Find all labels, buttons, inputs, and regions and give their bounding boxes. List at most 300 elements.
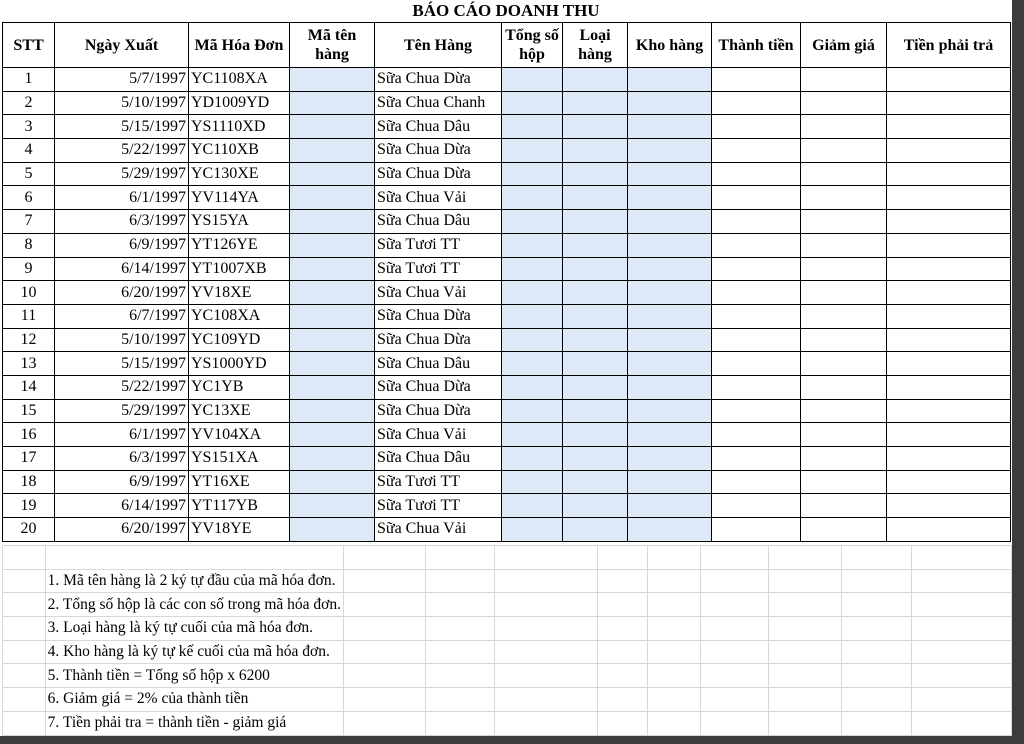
cell-ngay-xuat[interactable]: 6/14/1997 (55, 494, 189, 518)
empty-cell[interactable] (841, 569, 911, 593)
cell-ngay-xuat[interactable]: 5/15/1997 (55, 115, 189, 139)
cell-tong-so-hop[interactable] (502, 162, 563, 186)
cell-loai-hang[interactable] (563, 304, 628, 328)
empty-cell[interactable] (3, 664, 46, 688)
cell-ten-hang[interactable]: Sữa Tươi TT (375, 233, 502, 257)
empty-cell[interactable] (597, 569, 647, 593)
cell-stt[interactable]: 1 (3, 68, 55, 92)
empty-cell[interactable] (3, 640, 46, 664)
cell-thanh-tien[interactable] (712, 210, 801, 234)
cell-giam-gia[interactable] (801, 115, 887, 139)
cell-ten-hang[interactable]: Sữa Chua Dừa (375, 68, 502, 92)
empty-cell[interactable] (841, 711, 911, 735)
cell-loai-hang[interactable] (563, 399, 628, 423)
cell-ten-hang[interactable]: Sữa Chua Vải (375, 518, 502, 542)
empty-cell[interactable] (700, 640, 768, 664)
cell-tien-phai-tra[interactable] (887, 68, 1011, 92)
cell-ngay-xuat[interactable]: 5/15/1997 (55, 352, 189, 376)
cell-tien-phai-tra[interactable] (887, 257, 1011, 281)
cell-stt[interactable]: 11 (3, 304, 55, 328)
cell-ngay-xuat[interactable]: 6/20/1997 (55, 518, 189, 542)
cell-ma-hoa-don[interactable]: YC1YB (189, 375, 290, 399)
empty-cell[interactable] (495, 569, 598, 593)
cell-tong-so-hop[interactable] (502, 494, 563, 518)
cell-tong-so-hop[interactable] (502, 186, 563, 210)
cell-stt[interactable]: 12 (3, 328, 55, 352)
cell-kho-hang[interactable] (628, 518, 712, 542)
cell-tong-so-hop[interactable] (502, 68, 563, 92)
cell-stt[interactable]: 4 (3, 139, 55, 163)
cell-thanh-tien[interactable] (712, 186, 801, 210)
empty-cell[interactable] (769, 711, 841, 735)
cell-stt[interactable]: 13 (3, 352, 55, 376)
note-cell[interactable] (45, 640, 343, 664)
cell-kho-hang[interactable] (628, 423, 712, 447)
cell-tong-so-hop[interactable] (502, 115, 563, 139)
cell-loai-hang[interactable] (563, 423, 628, 447)
cell-tien-phai-tra[interactable] (887, 518, 1011, 542)
empty-cell[interactable] (647, 688, 700, 712)
cell-giam-gia[interactable] (801, 494, 887, 518)
empty-cell[interactable] (343, 569, 425, 593)
header-thanh-tien[interactable]: Thành tiền (712, 23, 801, 68)
empty-cell[interactable] (343, 546, 425, 570)
empty-cell[interactable] (597, 711, 647, 735)
cell-loai-hang[interactable] (563, 352, 628, 376)
cell-ma-ten-hang[interactable] (290, 423, 375, 447)
cell-ma-hoa-don[interactable]: YV104XA (189, 423, 290, 447)
empty-cell[interactable] (647, 664, 700, 688)
empty-cell[interactable] (597, 640, 647, 664)
cell-giam-gia[interactable] (801, 447, 887, 471)
cell-ngay-xuat[interactable]: 5/10/1997 (55, 328, 189, 352)
header-stt[interactable]: STT (3, 23, 55, 68)
cell-ma-hoa-don[interactable]: YS1000YD (189, 352, 290, 376)
empty-cell[interactable] (597, 617, 647, 641)
cell-tien-phai-tra[interactable] (887, 210, 1011, 234)
cell-stt[interactable]: 18 (3, 470, 55, 494)
empty-cell[interactable] (911, 593, 1012, 617)
cell-thanh-tien[interactable] (712, 139, 801, 163)
cell-ngay-xuat[interactable]: 5/29/1997 (55, 399, 189, 423)
cell-giam-gia[interactable] (801, 518, 887, 542)
cell-thanh-tien[interactable] (712, 233, 801, 257)
cell-ma-hoa-don[interactable]: YS151XA (189, 447, 290, 471)
cell-ten-hang[interactable]: Sữa Chua Dâu (375, 115, 502, 139)
empty-cell[interactable] (425, 688, 494, 712)
cell-thanh-tien[interactable] (712, 518, 801, 542)
cell-ma-hoa-don[interactable]: YV114YA (189, 186, 290, 210)
cell-ma-ten-hang[interactable] (290, 233, 375, 257)
empty-cell[interactable] (841, 664, 911, 688)
cell-ngay-xuat[interactable]: 5/7/1997 (55, 68, 189, 92)
header-ma-hoa-don[interactable]: Mã Hóa Đơn (189, 23, 290, 68)
cell-kho-hang[interactable] (628, 328, 712, 352)
empty-cell[interactable] (700, 711, 768, 735)
cell-tien-phai-tra[interactable] (887, 423, 1011, 447)
cell-ma-ten-hang[interactable] (290, 91, 375, 115)
cell-loai-hang[interactable] (563, 68, 628, 92)
empty-cell[interactable] (343, 640, 425, 664)
empty-cell[interactable] (3, 688, 46, 712)
cell-stt[interactable]: 7 (3, 210, 55, 234)
cell-kho-hang[interactable] (628, 139, 712, 163)
cell-giam-gia[interactable] (801, 328, 887, 352)
cell-ma-hoa-don[interactable]: YV18XE (189, 281, 290, 305)
cell-ma-hoa-don[interactable]: YS15YA (189, 210, 290, 234)
empty-cell[interactable] (597, 664, 647, 688)
cell-kho-hang[interactable] (628, 162, 712, 186)
cell-ma-hoa-don[interactable]: YC109YD (189, 328, 290, 352)
empty-cell[interactable] (495, 593, 598, 617)
cell-ma-ten-hang[interactable] (290, 186, 375, 210)
cell-kho-hang[interactable] (628, 210, 712, 234)
header-loai-hang[interactable]: Loại hàng (563, 23, 628, 68)
cell-kho-hang[interactable] (628, 91, 712, 115)
cell-tien-phai-tra[interactable] (887, 162, 1011, 186)
cell-ngay-xuat[interactable]: 5/22/1997 (55, 139, 189, 163)
empty-cell[interactable] (597, 546, 647, 570)
header-tong-so-hop[interactable]: Tổng số hộp (502, 23, 563, 68)
empty-cell[interactable] (911, 688, 1012, 712)
cell-ngay-xuat[interactable]: 6/7/1997 (55, 304, 189, 328)
empty-cell[interactable] (597, 593, 647, 617)
cell-giam-gia[interactable] (801, 162, 887, 186)
empty-cell[interactable] (425, 640, 494, 664)
empty-cell[interactable] (495, 664, 598, 688)
cell-loai-hang[interactable] (563, 494, 628, 518)
cell-giam-gia[interactable] (801, 423, 887, 447)
cell-loai-hang[interactable] (563, 518, 628, 542)
cell-stt[interactable]: 15 (3, 399, 55, 423)
cell-thanh-tien[interactable] (712, 447, 801, 471)
cell-thanh-tien[interactable] (712, 68, 801, 92)
cell-giam-gia[interactable] (801, 352, 887, 376)
cell-ten-hang[interactable]: Sữa Chua Dâu (375, 352, 502, 376)
cell-tong-so-hop[interactable] (502, 304, 563, 328)
cell-loai-hang[interactable] (563, 447, 628, 471)
cell-tien-phai-tra[interactable] (887, 91, 1011, 115)
cell-ten-hang[interactable]: Sữa Chua Dừa (375, 304, 502, 328)
empty-cell[interactable] (343, 688, 425, 712)
cell-ngay-xuat[interactable]: 6/1/1997 (55, 423, 189, 447)
cell-ten-hang[interactable]: Sữa Tươi TT (375, 494, 502, 518)
header-giam-gia[interactable]: Giảm giá (801, 23, 887, 68)
cell-thanh-tien[interactable] (712, 304, 801, 328)
report-title[interactable]: BÁO CÁO DOANH THU (412, 1, 600, 20)
empty-cell[interactable] (841, 688, 911, 712)
cell-tong-so-hop[interactable] (502, 518, 563, 542)
cell-tien-phai-tra[interactable] (887, 447, 1011, 471)
cell-ngay-xuat[interactable]: 6/9/1997 (55, 470, 189, 494)
cell-ten-hang[interactable]: Sữa Chua Vải (375, 186, 502, 210)
cell-tien-phai-tra[interactable] (887, 233, 1011, 257)
cell-ngay-xuat[interactable]: 5/10/1997 (55, 91, 189, 115)
empty-cell[interactable] (425, 711, 494, 735)
cell-tong-so-hop[interactable] (502, 257, 563, 281)
cell-ngay-xuat[interactable]: 5/22/1997 (55, 375, 189, 399)
empty-cell[interactable] (343, 711, 425, 735)
cell-giam-gia[interactable] (801, 304, 887, 328)
cell-stt[interactable]: 17 (3, 447, 55, 471)
cell-thanh-tien[interactable] (712, 328, 801, 352)
empty-cell[interactable] (425, 569, 494, 593)
cell-ten-hang[interactable]: Sữa Chua Vải (375, 423, 502, 447)
cell-giam-gia[interactable] (801, 470, 887, 494)
cell-stt[interactable]: 10 (3, 281, 55, 305)
cell-tong-so-hop[interactable] (502, 139, 563, 163)
cell-loai-hang[interactable] (563, 233, 628, 257)
cell-tien-phai-tra[interactable] (887, 281, 1011, 305)
cell-ten-hang[interactable]: Sữa Chua Chanh (375, 91, 502, 115)
cell-tong-so-hop[interactable] (502, 210, 563, 234)
empty-cell[interactable] (769, 688, 841, 712)
cell-tien-phai-tra[interactable] (887, 328, 1011, 352)
empty-cell[interactable] (597, 688, 647, 712)
cell-tong-so-hop[interactable] (502, 328, 563, 352)
empty-cell[interactable] (647, 640, 700, 664)
cell-stt[interactable]: 20 (3, 518, 55, 542)
cell-tong-so-hop[interactable] (502, 281, 563, 305)
empty-cell[interactable] (495, 711, 598, 735)
cell-loai-hang[interactable] (563, 91, 628, 115)
cell-ma-ten-hang[interactable] (290, 494, 375, 518)
cell-loai-hang[interactable] (563, 375, 628, 399)
empty-cell[interactable] (911, 617, 1012, 641)
empty-cell[interactable] (647, 593, 700, 617)
header-kho-hang[interactable]: Kho hàng (628, 23, 712, 68)
cell-ma-hoa-don[interactable]: YT1007XB (189, 257, 290, 281)
cell-giam-gia[interactable] (801, 91, 887, 115)
cell-thanh-tien[interactable] (712, 281, 801, 305)
cell-ma-ten-hang[interactable] (290, 447, 375, 471)
cell-ngay-xuat[interactable]: 5/29/1997 (55, 162, 189, 186)
cell-tong-so-hop[interactable] (502, 375, 563, 399)
cell-ten-hang[interactable]: Sữa Tươi TT (375, 470, 502, 494)
cell-tien-phai-tra[interactable] (887, 352, 1011, 376)
cell-stt[interactable]: 14 (3, 375, 55, 399)
cell-tong-so-hop[interactable] (502, 423, 563, 447)
empty-cell[interactable] (911, 711, 1012, 735)
empty-cell[interactable] (343, 593, 425, 617)
cell-loai-hang[interactable] (563, 115, 628, 139)
cell-stt[interactable]: 6 (3, 186, 55, 210)
empty-cell[interactable] (769, 640, 841, 664)
cell-stt[interactable]: 5 (3, 162, 55, 186)
empty-cell[interactable] (425, 617, 494, 641)
cell-stt[interactable]: 3 (3, 115, 55, 139)
note-cell[interactable] (45, 617, 343, 641)
empty-cell[interactable] (841, 617, 911, 641)
cell-kho-hang[interactable] (628, 186, 712, 210)
cell-loai-hang[interactable] (563, 470, 628, 494)
empty-cell[interactable] (647, 569, 700, 593)
cell-giam-gia[interactable] (801, 186, 887, 210)
cell-tien-phai-tra[interactable] (887, 375, 1011, 399)
cell-ma-hoa-don[interactable]: YT117YB (189, 494, 290, 518)
cell-thanh-tien[interactable] (712, 352, 801, 376)
empty-cell[interactable] (769, 546, 841, 570)
cell-ten-hang[interactable]: Sữa Tươi TT (375, 257, 502, 281)
empty-cell[interactable] (647, 617, 700, 641)
cell-ma-hoa-don[interactable]: YT126YE (189, 233, 290, 257)
cell-thanh-tien[interactable] (712, 494, 801, 518)
empty-cell[interactable] (495, 546, 598, 570)
empty-cell[interactable] (45, 546, 343, 570)
cell-giam-gia[interactable] (801, 139, 887, 163)
cell-thanh-tien[interactable] (712, 399, 801, 423)
cell-giam-gia[interactable] (801, 281, 887, 305)
empty-cell[interactable] (495, 688, 598, 712)
cell-ngay-xuat[interactable]: 6/9/1997 (55, 233, 189, 257)
cell-tong-so-hop[interactable] (502, 352, 563, 376)
cell-ten-hang[interactable]: Sữa Chua Dừa (375, 328, 502, 352)
cell-ngay-xuat[interactable]: 6/1/1997 (55, 186, 189, 210)
cell-kho-hang[interactable] (628, 470, 712, 494)
empty-cell[interactable] (425, 593, 494, 617)
empty-cell[interactable] (647, 711, 700, 735)
empty-cell[interactable] (700, 546, 768, 570)
note-cell[interactable] (45, 688, 343, 712)
cell-tong-so-hop[interactable] (502, 233, 563, 257)
cell-giam-gia[interactable] (801, 399, 887, 423)
note-cell[interactable] (45, 664, 343, 688)
cell-ngay-xuat[interactable]: 6/3/1997 (55, 210, 189, 234)
empty-cell[interactable] (425, 664, 494, 688)
cell-kho-hang[interactable] (628, 68, 712, 92)
cell-giam-gia[interactable] (801, 257, 887, 281)
empty-cell[interactable] (700, 664, 768, 688)
empty-cell[interactable] (343, 617, 425, 641)
cell-kho-hang[interactable] (628, 281, 712, 305)
cell-stt[interactable]: 2 (3, 91, 55, 115)
cell-stt[interactable]: 19 (3, 494, 55, 518)
empty-cell[interactable] (841, 546, 911, 570)
cell-ma-ten-hang[interactable] (290, 518, 375, 542)
cell-stt[interactable]: 8 (3, 233, 55, 257)
cell-loai-hang[interactable] (563, 186, 628, 210)
cell-ten-hang[interactable]: Sữa Chua Dâu (375, 210, 502, 234)
cell-tien-phai-tra[interactable] (887, 186, 1011, 210)
cell-loai-hang[interactable] (563, 328, 628, 352)
empty-cell[interactable] (841, 640, 911, 664)
cell-loai-hang[interactable] (563, 257, 628, 281)
empty-cell[interactable] (911, 664, 1012, 688)
cell-kho-hang[interactable] (628, 352, 712, 376)
cell-ma-ten-hang[interactable] (290, 352, 375, 376)
empty-cell[interactable] (343, 664, 425, 688)
cell-giam-gia[interactable] (801, 233, 887, 257)
header-ma-ten-hang[interactable]: Mã tên hàng (290, 23, 375, 68)
cell-ngay-xuat[interactable]: 6/14/1997 (55, 257, 189, 281)
cell-kho-hang[interactable] (628, 257, 712, 281)
cell-tien-phai-tra[interactable] (887, 139, 1011, 163)
empty-cell[interactable] (495, 640, 598, 664)
cell-ma-hoa-don[interactable]: YC130XE (189, 162, 290, 186)
note-cell[interactable] (45, 593, 343, 617)
cell-ma-ten-hang[interactable] (290, 470, 375, 494)
cell-kho-hang[interactable] (628, 494, 712, 518)
cell-ngay-xuat[interactable]: 6/3/1997 (55, 447, 189, 471)
cell-kho-hang[interactable] (628, 447, 712, 471)
cell-ten-hang[interactable]: Sữa Chua Dừa (375, 162, 502, 186)
cell-kho-hang[interactable] (628, 375, 712, 399)
empty-cell[interactable] (3, 593, 46, 617)
cell-tien-phai-tra[interactable] (887, 115, 1011, 139)
cell-ma-ten-hang[interactable] (290, 139, 375, 163)
empty-cell[interactable] (647, 546, 700, 570)
empty-cell[interactable] (911, 640, 1012, 664)
cell-ten-hang[interactable]: Sữa Chua Dừa (375, 399, 502, 423)
cell-tien-phai-tra[interactable] (887, 494, 1011, 518)
cell-ten-hang[interactable]: Sữa Chua Dừa (375, 375, 502, 399)
cell-stt[interactable]: 16 (3, 423, 55, 447)
cell-loai-hang[interactable] (563, 162, 628, 186)
cell-tien-phai-tra[interactable] (887, 470, 1011, 494)
empty-cell[interactable] (495, 617, 598, 641)
cell-loai-hang[interactable] (563, 281, 628, 305)
cell-loai-hang[interactable] (563, 210, 628, 234)
empty-cell[interactable] (425, 546, 494, 570)
cell-ma-hoa-don[interactable]: YD1009YD (189, 91, 290, 115)
empty-cell[interactable] (700, 688, 768, 712)
empty-cell[interactable] (700, 617, 768, 641)
cell-ma-hoa-don[interactable]: YC110XB (189, 139, 290, 163)
cell-ma-ten-hang[interactable] (290, 115, 375, 139)
cell-ten-hang[interactable]: Sữa Chua Dâu (375, 447, 502, 471)
header-ngay-xuat[interactable]: Ngày Xuất (55, 23, 189, 68)
empty-cell[interactable] (700, 593, 768, 617)
cell-kho-hang[interactable] (628, 304, 712, 328)
cell-ma-ten-hang[interactable] (290, 68, 375, 92)
cell-kho-hang[interactable] (628, 115, 712, 139)
empty-cell[interactable] (911, 546, 1012, 570)
cell-ten-hang[interactable]: Sữa Chua Dừa (375, 139, 502, 163)
empty-cell[interactable] (841, 593, 911, 617)
cell-thanh-tien[interactable] (712, 115, 801, 139)
cell-tong-so-hop[interactable] (502, 470, 563, 494)
cell-ma-hoa-don[interactable]: YS1110XD (189, 115, 290, 139)
empty-cell[interactable] (769, 617, 841, 641)
empty-cell[interactable] (769, 593, 841, 617)
cell-kho-hang[interactable] (628, 233, 712, 257)
empty-cell[interactable] (3, 617, 46, 641)
cell-tong-so-hop[interactable] (502, 91, 563, 115)
header-ten-hang[interactable]: Tên Hàng (375, 23, 502, 68)
empty-cell[interactable] (3, 546, 46, 570)
cell-ma-ten-hang[interactable] (290, 210, 375, 234)
empty-cell[interactable] (769, 664, 841, 688)
cell-thanh-tien[interactable] (712, 375, 801, 399)
cell-ma-hoa-don[interactable]: YT16XE (189, 470, 290, 494)
cell-ma-ten-hang[interactable] (290, 257, 375, 281)
cell-thanh-tien[interactable] (712, 91, 801, 115)
cell-ma-ten-hang[interactable] (290, 375, 375, 399)
cell-ma-ten-hang[interactable] (290, 281, 375, 305)
cell-ten-hang[interactable]: Sữa Chua Vải (375, 281, 502, 305)
cell-ma-hoa-don[interactable]: YC108XA (189, 304, 290, 328)
empty-cell[interactable] (700, 569, 768, 593)
cell-ma-hoa-don[interactable]: YC13XE (189, 399, 290, 423)
cell-thanh-tien[interactable] (712, 257, 801, 281)
cell-tong-so-hop[interactable] (502, 399, 563, 423)
cell-tong-so-hop[interactable] (502, 447, 563, 471)
note-cell[interactable] (45, 711, 343, 735)
cell-tien-phai-tra[interactable] (887, 304, 1011, 328)
cell-loai-hang[interactable] (563, 139, 628, 163)
cell-thanh-tien[interactable] (712, 423, 801, 447)
cell-ma-hoa-don[interactable]: YV18YE (189, 518, 290, 542)
